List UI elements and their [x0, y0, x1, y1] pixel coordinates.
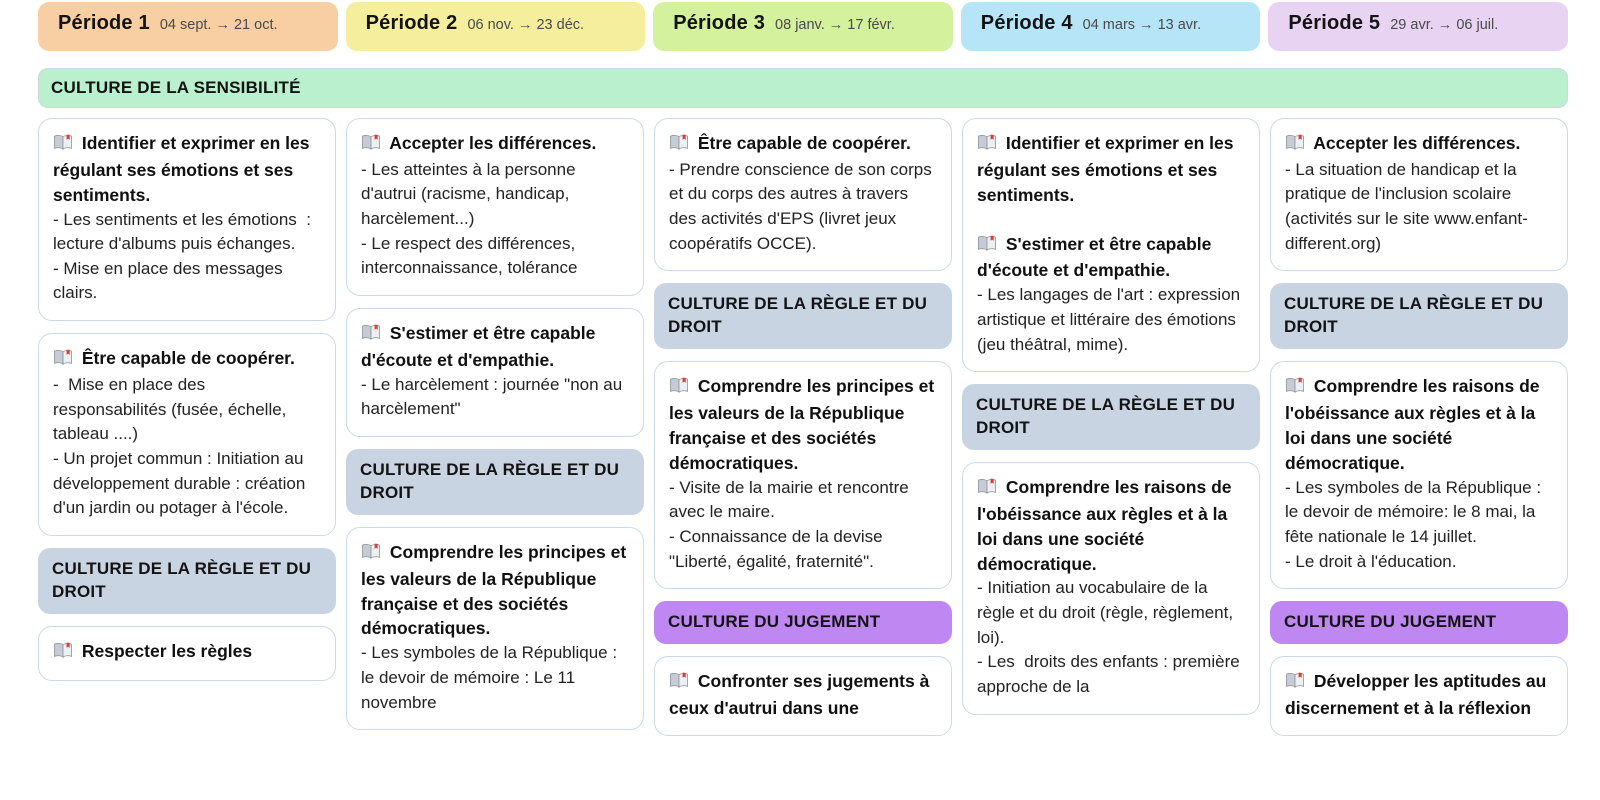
period-badge	[653, 2, 953, 51]
card-title-text: Respecter les règles	[81, 640, 253, 661]
card-title-text: Accepter les différences.	[389, 133, 597, 153]
period-dates: 29 avr. → 06 juil.	[1390, 17, 1499, 33]
card-title-text: Confronter ses jugements à ceux d'autrui dans une	[669, 671, 930, 718]
card-title	[53, 131, 321, 208]
open-book-icon	[1285, 376, 1305, 401]
card-text: - Les droits des enfants : première approche de la	[977, 652, 1245, 696]
category-banner-label: CULTURE DE LA RÈGLE ET DU DROIT	[668, 294, 928, 337]
board-columns	[38, 118, 1568, 736]
objective-card[interactable]	[1270, 656, 1568, 736]
open-book-icon	[669, 671, 689, 696]
category-banner-regle[interactable]	[654, 283, 952, 349]
culture-sensibilite-banner[interactable]	[38, 68, 1568, 108]
objective-card[interactable]	[654, 118, 952, 271]
card-title	[977, 475, 1245, 576]
objective-card[interactable]	[38, 626, 336, 681]
period-dates: 04 sept. → 21 oct.	[159, 17, 278, 33]
card-title-text: Être capable de coopérer.	[697, 133, 911, 153]
period-label: Période 4	[980, 12, 1073, 34]
card-title-text: Être capable de coopérer.	[81, 348, 295, 369]
card-text: - Le respect des différences, interconnaissance, tolérance	[361, 233, 580, 278]
open-book-icon	[1285, 671, 1305, 696]
objective-card[interactable]	[346, 308, 644, 437]
period-dates: 04 mars → 13 avr.	[1082, 17, 1202, 33]
category-banner-label: CULTURE DE LA RÈGLE ET DU DROIT	[52, 558, 312, 601]
card-title	[361, 321, 629, 373]
card-title	[361, 131, 629, 158]
board-column	[1270, 118, 1568, 736]
card-title	[1285, 374, 1553, 475]
card-text: - Connaissance de la devise "Liberté, égalité, fraternité".	[669, 526, 888, 571]
card-text: - La situation de handicap et la pratique de l'inclusion scolaire (activités sur le site www.enfant-different.org)	[1285, 159, 1528, 253]
open-book-icon	[669, 376, 689, 401]
period-label: Période 5	[1288, 12, 1381, 34]
open-book-icon	[53, 133, 73, 158]
objective-card[interactable]	[962, 462, 1260, 715]
category-banner-jugement[interactable]	[654, 601, 952, 644]
card-title	[1285, 131, 1553, 158]
card-title-text: Identifier et exprimer en les régulant ses émotions et ses sentiments.	[977, 133, 1234, 205]
category-banner-label: CULTURE DE LA RÈGLE ET DU DROIT	[976, 395, 1236, 438]
objective-card[interactable]	[962, 118, 1260, 372]
card-text: - Le harcèlement : journée "non au harcèlement"	[361, 374, 627, 419]
objective-card[interactable]	[346, 118, 644, 296]
period-dates: 08 janv. → 17 févr.	[775, 17, 895, 33]
board-column	[346, 118, 644, 730]
card-text: - Les langages de l'art : expression artistique et littéraire des émotions (jeu théâtral, mime).	[977, 285, 1245, 354]
period-badge	[38, 2, 338, 51]
card-text: - Les symboles de la République : le devoir de mémoire : Le 11 novembre	[361, 643, 627, 712]
open-book-icon	[361, 133, 381, 158]
card-title	[53, 346, 321, 373]
card-title-text: Comprendre les raisons de l'obéissance aux règles et à la loi dans une société démocratique.	[977, 477, 1232, 574]
card-text: - Les sentiments et les émotions : lecture d'albums puis échanges.	[53, 209, 316, 254]
open-book-icon	[53, 641, 73, 666]
objective-card[interactable]	[1270, 361, 1568, 589]
period-dates: 06 nov. → 23 déc.	[467, 17, 585, 33]
category-banner-regle[interactable]	[38, 548, 336, 614]
category-banner-jugement[interactable]	[1270, 601, 1568, 644]
card-title	[669, 131, 937, 158]
card-text: - Mise en place des responsabilités (fusée, échelle, tableau ....)	[53, 374, 292, 444]
culture-sensibilite-label: CULTURE DE LA SENSIBILITÉ	[51, 78, 301, 97]
card-text: - Le droit à l'éducation.	[1285, 551, 1457, 571]
objective-card[interactable]	[38, 118, 336, 321]
objective-card[interactable]	[1270, 118, 1568, 271]
card-title-text: S'estimer et être capable d'écoute et d'empathie.	[977, 233, 1212, 281]
period-badge	[1268, 2, 1568, 51]
open-book-icon	[1285, 133, 1305, 158]
period-label: Période 2	[365, 12, 458, 34]
card-title-text: Identifier et exprimer en les régulant ses émotions et ses sentiments.	[53, 133, 310, 205]
open-book-icon	[977, 133, 997, 158]
card-text: - Les symboles de la République : le devoir de mémoire: le 8 mai, la fête nationale le 14 juillet.	[1285, 477, 1551, 546]
card-title-text: S'estimer et être capable d'écoute et d'empathie.	[361, 323, 596, 370]
category-banner-regle[interactable]	[346, 449, 644, 515]
objective-card[interactable]	[654, 656, 952, 736]
objective-card[interactable]	[654, 361, 952, 589]
category-banner-regle[interactable]	[1270, 283, 1568, 349]
card-text: - Les atteintes à la personne d'autrui (racisme, handicap, harcèlement...)	[361, 159, 581, 229]
open-book-icon	[977, 477, 997, 502]
card-title-text: Comprendre les principes et les valeurs de la République française et des sociétés démocratiques.	[669, 376, 935, 473]
period-header-row	[38, 2, 1568, 51]
card-title	[669, 374, 937, 475]
card-title-text: Comprendre les principes et les valeurs de la République française et des sociétés démocratiques.	[361, 541, 627, 639]
card-text: - Visite de la mairie et rencontre avec le maire.	[669, 477, 914, 522]
card-text: - Un projet commun : Initiation au développement durable : création d'un jardin ou potager à l'école.	[53, 448, 311, 518]
category-banner-regle[interactable]	[962, 384, 1260, 450]
category-banner-label: CULTURE DE LA RÈGLE ET DU DROIT	[1284, 294, 1544, 337]
period-label: Période 3	[673, 12, 766, 34]
period-label: Période 1	[58, 12, 150, 34]
card-title-text: Accepter les différences.	[1313, 133, 1521, 153]
open-book-icon	[361, 323, 381, 348]
board-column	[962, 118, 1260, 715]
objective-card[interactable]	[346, 527, 644, 730]
card-title	[669, 669, 937, 721]
category-banner-label: CULTURE DU JUGEMENT	[1284, 612, 1497, 632]
card-title	[977, 131, 1245, 208]
card-title-text: Développer les aptitudes au discernement et à la réflexion	[1285, 671, 1547, 718]
board-column	[38, 118, 336, 681]
open-book-icon	[977, 234, 997, 259]
category-banner-label: CULTURE DU JUGEMENT	[668, 612, 881, 632]
period-badge	[346, 2, 646, 51]
category-banner-label: CULTURE DE LA RÈGLE ET DU DROIT	[360, 460, 620, 502]
period-badge	[961, 2, 1261, 51]
card-title	[977, 232, 1245, 284]
card-title	[1285, 669, 1553, 721]
open-book-icon	[53, 348, 73, 373]
card-title	[361, 540, 629, 641]
card-text: - Initiation au vocabulaire de la règle et du droit (règle, règlement, loi).	[977, 578, 1238, 647]
card-text: - Prendre conscience de son corps et du corps des autres à travers des activités d'EPS (livret jeux coopératifs OCCE).	[669, 159, 937, 253]
objective-card[interactable]	[38, 333, 336, 536]
board-column	[654, 118, 952, 736]
card-title	[53, 639, 321, 666]
card-title-text: Comprendre les raisons de l'obéissance aux règles et à la loi dans une société démocratique.	[1285, 376, 1540, 473]
open-book-icon	[669, 133, 689, 158]
open-book-icon	[361, 542, 381, 567]
card-text: - Mise en place des messages clairs.	[53, 258, 288, 303]
